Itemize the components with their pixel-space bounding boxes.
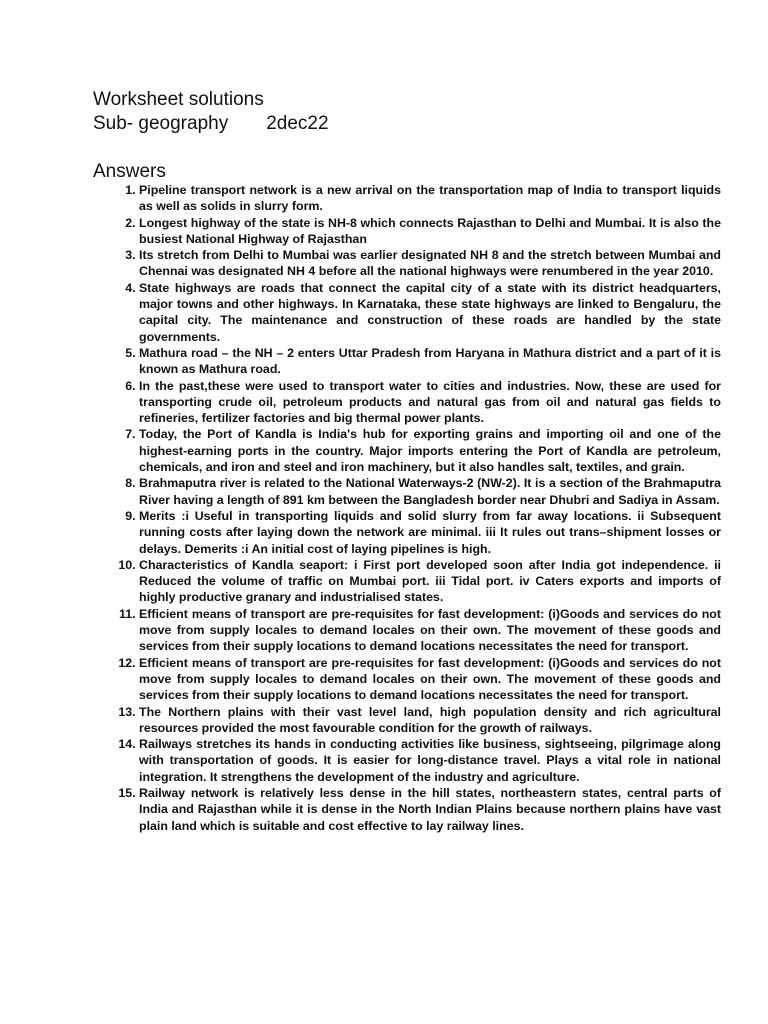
- answer-item: 15. Railway network is relatively less dense in the hill states, northeastern states, central parts of India and Rajasthan while it is dense in the North Indian Plains because northern plains have vast plain land which is suitable and cost effective to lay railway lines.: [139, 785, 721, 834]
- answer-item: 5. Mathura road – the NH – 2 enters Uttar Pradesh from Haryana in Mathura district and a part of it is known as Mathura road.: [139, 345, 721, 378]
- answer-item: 13. The Northern plains with their vast level land, high population density and rich agricultural resources provided the most favourable condition for the growth of railways.: [139, 704, 721, 737]
- document-title: Worksheet solutions: [93, 89, 264, 110]
- answer-item: 2. Longest highway of the state is NH-8 which connects Rajasthan to Delhi and Mumbai. It is also the busiest National Highway of Rajasthan: [139, 215, 721, 248]
- subject-line: [93, 112, 329, 136]
- subject-label: Sub- geography: [93, 113, 229, 134]
- answer-item: 6. In the past,these were used to transport water to cities and industries. Now, these are used for transporting crude oil, petroleum products and natural gas from oil and natural gas fields to refineries, fertilizer factories and big thermal power plants.: [139, 378, 721, 427]
- answer-item: 11. Efficient means of transport are pre-requisites for fast development: (i)Goods and services do not move from supply locales to demand locales on their own. The movement of these goods and services from their supply locations to demand locations necessitates the need for transport.: [139, 606, 721, 655]
- answer-item: 12. Efficient means of transport are pre-requisites for fast development: (i)Goods and services do not move from supply locales to demand locales on their own. The movement of these goods and services from their supply locations to demand locations necessitates the need for transport.: [139, 655, 721, 704]
- answer-item: 7. Today, the Port of Kandla is India's hub for exporting grains and importing oil and one of the highest-earning ports in the country. Major imports entering the Port of Kandla are petroleum, chemicals, and iron and steel and iron machinery, but it also handles salt, textiles, and grain.: [139, 426, 721, 475]
- answer-item: 8. Brahmaputra river is related to the National Waterways-2 (NW-2). It is a section of the Brahmaputra River having a length of 891 km between the Bangladesh border near Dhubri and Sadiya in Assam.: [139, 475, 721, 508]
- answer-item: 14. Railways stretches its hands in conducting activities like business, sightseeing, pilgrimage along with transportation of goods. It is easier for long-distance travel. Plays a vital role in national integration. It strengthens the development of the industry and agriculture.: [139, 736, 721, 785]
- answers-heading: Answers: [93, 161, 166, 182]
- answer-item: 9. Merits :i Useful in transporting liquids and solid slurry from far away locations. ii Subsequent running costs after laying down the network are minimal. iii It rules out trans–shipment losses or delays. Demerits :i An initial cost of laying pipelines is high.: [139, 508, 721, 557]
- document-header: [93, 88, 329, 136]
- answer-item: 10. Characteristics of Kandla seaport: i First port developed soon after India got independence. ii Reduced the volume of traffic on Mumbai port. iii Tidal port. iv Caters exports and imports of highly productive granary and industrialised states.: [139, 557, 721, 606]
- answer-item: 3. Its stretch from Delhi to Mumbai was earlier designated NH 8 and the stretch between Mumbai and Chennai was designated NH 4 before all the national highways were renumbered in the year 2010.: [139, 247, 721, 280]
- answer-item: 1. Pipeline transport network is a new arrival on the transportation map of India to transport liquids as well as solids in slurry form.: [139, 182, 721, 215]
- answer-item: 4. State highways are roads that connect the capital city of a state with its district headquarters, major towns and other highways. In Karnataka, these state highways are linked to Bengaluru, the capital city. The maintenance and construction of these roads are handled by the state governments.: [139, 280, 721, 345]
- answers-list: [93, 182, 721, 834]
- document-date: 2dec22: [266, 113, 329, 134]
